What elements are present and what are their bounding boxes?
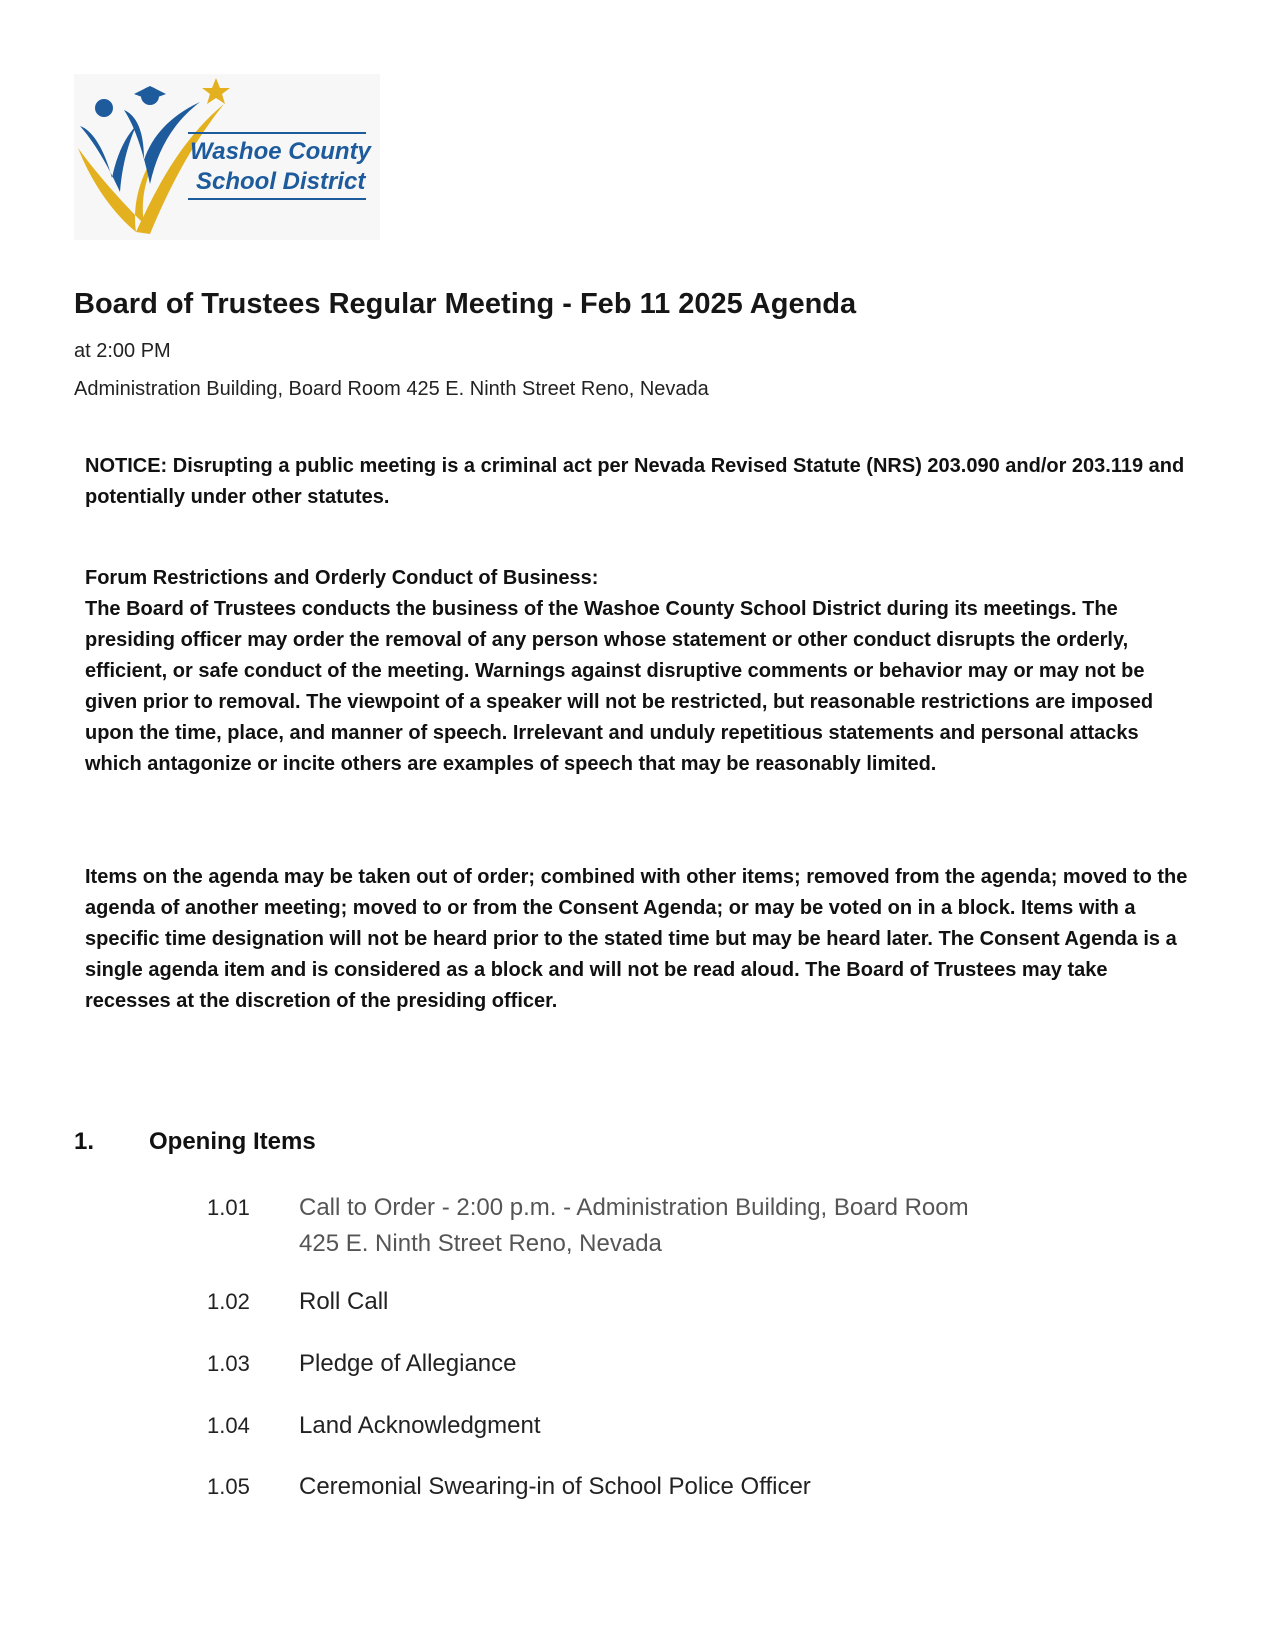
notice-text: NOTICE: Disrupting a public meeting is a criminal act per Nevada Revised Statute (NRS) 203.090 and/or 203.119 and potentially under other statutes. <box>85 455 1185 508</box>
forum-body <box>85 594 1195 780</box>
page-title: Board of Trustees Regular Meeting - Feb 11 2025 Agenda <box>74 288 857 320</box>
section-heading <box>74 1128 316 1156</box>
agenda-item-label[interactable]: Ceremonial Swearing-in of School Police Officer <box>299 1473 811 1500</box>
agenda-item-label[interactable]: Land Acknowledgment <box>299 1412 541 1439</box>
notice-paragraph <box>85 451 1195 513</box>
logo-text-line1: Washoe County <box>190 138 371 165</box>
agenda-item-number: 1.01 <box>207 1195 250 1220</box>
agenda-order-note <box>85 862 1195 1017</box>
section-title: Opening Items <box>149 1128 316 1155</box>
forum-body-text: The Board of Trustees conducts the business of the Washoe County School District during its meetings. The presiding officer may order the removal of any person whose statement or other conduct disrupts the orderly, efficient, or safe conduct of the meeting. Warnings against disruptive comments or behavior may or may not be given prior to removal. The viewpoint of a speaker will not be restricted, but reasonable restrictions are imposed upon the time, place, and manner of speech. Irrelevant and unduly repetitious statements and personal attacks which antagonize or incite others are examples of speech that may be reasonably limited. <box>85 598 1154 775</box>
agenda-item-label[interactable]: Call to Order - 2:00 p.m. - Administration Building, Board Room 425 E. Ninth Street Reno, Nevada <box>299 1194 969 1257</box>
forum-heading <box>85 563 1195 594</box>
agenda-item-number: 1.04 <box>207 1413 250 1438</box>
section-number: 1. <box>74 1128 95 1155</box>
logo-text-line2: School District <box>196 168 366 195</box>
meeting-time: at 2:00 PM <box>74 340 171 362</box>
agenda-order-note-text: Items on the agenda may be taken out of order; combined with other items; removed from the agenda; moved to the agenda of another meeting; moved to or from the Consent Agenda; or may be voted on in a block. Items with a specific time designation will not be heard prior to the stated time but may be heard later. The Consent Agenda is a single agenda item and is considered as a block and will not be read aloud. The Board of Trustees may take recesses at the discretion of the presiding officer. <box>85 866 1188 1012</box>
agenda-item-label[interactable]: Pledge of Allegiance <box>299 1350 517 1377</box>
agenda-item-number: 1.02 <box>207 1289 250 1314</box>
meeting-location: Administration Building, Board Room 425 E. Ninth Street Reno, Nevada <box>74 378 709 400</box>
agenda-item-number: 1.05 <box>207 1474 250 1499</box>
agenda-item-label[interactable]: Roll Call <box>299 1288 389 1315</box>
district-logo <box>74 74 380 240</box>
agenda-item-number: 1.03 <box>207 1351 250 1376</box>
forum-heading-text: Forum Restrictions and Orderly Conduct of Business: <box>85 567 599 589</box>
